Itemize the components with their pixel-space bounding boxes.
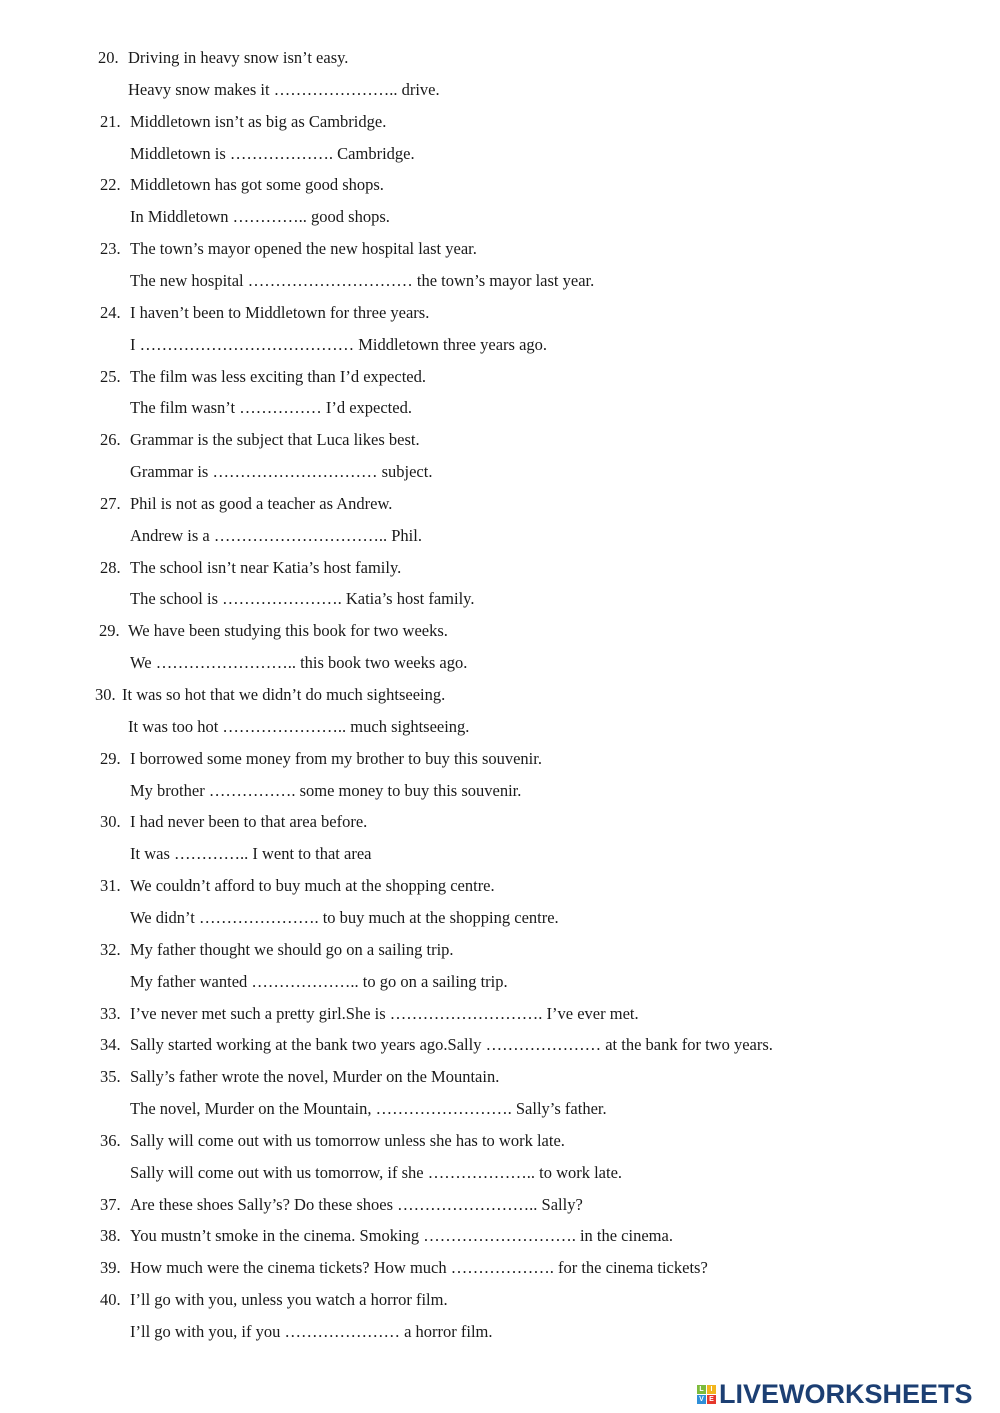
logo-cube: E bbox=[707, 1395, 716, 1404]
question-number: 32. bbox=[100, 939, 121, 959]
rewrite-prompt: It was ………….. I went to that area bbox=[130, 844, 372, 864]
question-number: 30. bbox=[95, 685, 116, 704]
question-text: I borrowed some money from my brother to buy this souvenir. bbox=[130, 748, 542, 768]
question-number: 35. bbox=[100, 1067, 121, 1087]
rewrite-prompt: Sally will come out with us tomorrow, if she ……………….. to work late. bbox=[130, 1162, 623, 1182]
question-text: I’ve never met such a pretty girl.She is ………………………. I’ve ever met. bbox=[130, 1003, 639, 1023]
question-number: 21. bbox=[100, 111, 121, 131]
logo-cube: I bbox=[707, 1385, 716, 1394]
question-number: 40. bbox=[100, 1290, 121, 1310]
question-number: 25. bbox=[100, 366, 121, 386]
rewrite-prompt: My brother ……………. some money to buy this souvenir. bbox=[130, 780, 522, 800]
liveworksheets-logo bbox=[697, 1379, 973, 1410]
rewrite-prompt: The film wasn’t …………… I’d expected. bbox=[130, 398, 412, 418]
question-text: We have been studying this book for two weeks. bbox=[128, 621, 448, 641]
rewrite-prompt: We …………………….. this book two weeks ago. bbox=[130, 653, 468, 673]
question-number: 33. bbox=[100, 1003, 121, 1023]
question-text: Middletown isn’t as big as Cambridge. bbox=[130, 111, 387, 131]
rewrite-prompt: It was too hot ………………….. much sightseeing. bbox=[128, 716, 470, 736]
rewrite-prompt: Heavy snow makes it ………………….. drive. bbox=[128, 79, 440, 99]
question-text: The school isn’t near Katia’s host family. bbox=[130, 557, 402, 577]
rewrite-prompt: Grammar is ………………………… subject. bbox=[130, 462, 433, 482]
question-number: 28. bbox=[100, 557, 121, 577]
question-number: 29. bbox=[99, 621, 120, 641]
question-text: Sally started working at the bank two years ago.Sally ………………… at the bank for two years. bbox=[130, 1035, 773, 1055]
rewrite-prompt: Middletown is ………………. Cambridge. bbox=[130, 143, 415, 163]
logo-cubes-icon bbox=[697, 1385, 716, 1404]
question-text: Are these shoes Sally’s? Do these shoes …………………….. Sally? bbox=[130, 1194, 583, 1214]
question-text: Sally will come out with us tomorrow unless she has to work late. bbox=[130, 1130, 565, 1150]
rewrite-prompt: My father wanted ……………….. to go on a sailing trip. bbox=[130, 971, 508, 991]
rewrite-prompt: In Middletown ………….. good shops. bbox=[130, 207, 390, 227]
question-text: How much were the cinema tickets? How much ………………. for the cinema tickets? bbox=[130, 1258, 708, 1278]
question-number: 22. bbox=[100, 175, 121, 195]
question-text: You mustn’t smoke in the cinema. Smoking ………………………. in the cinema. bbox=[130, 1226, 673, 1246]
question-number: 27. bbox=[100, 493, 121, 513]
question-number: 26. bbox=[100, 430, 121, 450]
rewrite-prompt: I’ll go with you, if you ………………… a horror film. bbox=[130, 1322, 493, 1341]
rewrite-prompt: The school is …………………. Katia’s host family. bbox=[130, 589, 475, 609]
question-number: 30. bbox=[100, 812, 121, 832]
question-text: Sally’s father wrote the novel, Murder on the Mountain. bbox=[130, 1067, 500, 1087]
question-number: 37. bbox=[100, 1194, 121, 1214]
question-text: The town’s mayor opened the new hospital last year. bbox=[130, 239, 477, 259]
logo-cube: L bbox=[697, 1385, 706, 1394]
question-number: 31. bbox=[100, 876, 121, 896]
rewrite-prompt: The new hospital ………………………… the town’s mayor last year. bbox=[130, 270, 595, 290]
rewrite-prompt: Andrew is a ………………………….. Phil. bbox=[130, 525, 422, 545]
question-number: 34. bbox=[100, 1035, 121, 1055]
question-text: My father thought we should go on a sailing trip. bbox=[130, 939, 454, 959]
question-text: We couldn’t afford to buy much at the shopping centre. bbox=[130, 876, 495, 896]
question-text: Grammar is the subject that Luca likes best. bbox=[130, 430, 420, 450]
question-number: 20. bbox=[98, 48, 119, 67]
question-text: Phil is not as good a teacher as Andrew. bbox=[130, 493, 393, 513]
question-number: 39. bbox=[100, 1258, 121, 1278]
question-text: Driving in heavy snow isn’t easy. bbox=[128, 48, 349, 67]
question-number: 36. bbox=[100, 1130, 121, 1150]
question-text: Middletown has got some good shops. bbox=[130, 175, 384, 195]
question-text: The film was less exciting than I’d expected. bbox=[130, 366, 426, 386]
question-text: It was so hot that we didn’t do much sightseeing. bbox=[122, 685, 446, 704]
rewrite-prompt: I ………………………………… Middletown three years ago. bbox=[130, 334, 548, 354]
rewrite-prompt: The novel, Murder on the Mountain, ……………………. Sally’s father. bbox=[130, 1099, 607, 1119]
question-number: 38. bbox=[100, 1226, 121, 1246]
question-text: I had never been to that area before. bbox=[130, 812, 368, 832]
logo-cube: V bbox=[697, 1395, 706, 1404]
logo-text: LIVEWORKSHEETS bbox=[719, 1379, 973, 1409]
rewrite-prompt: We didn’t …………………. to buy much at the shopping centre. bbox=[130, 907, 559, 927]
question-text: I haven’t been to Middletown for three years. bbox=[130, 302, 430, 322]
question-number: 29. bbox=[100, 748, 121, 768]
question-number: 23. bbox=[100, 239, 121, 259]
question-text: I’ll go with you, unless you watch a horror film. bbox=[130, 1290, 448, 1310]
question-number: 24. bbox=[100, 302, 121, 322]
